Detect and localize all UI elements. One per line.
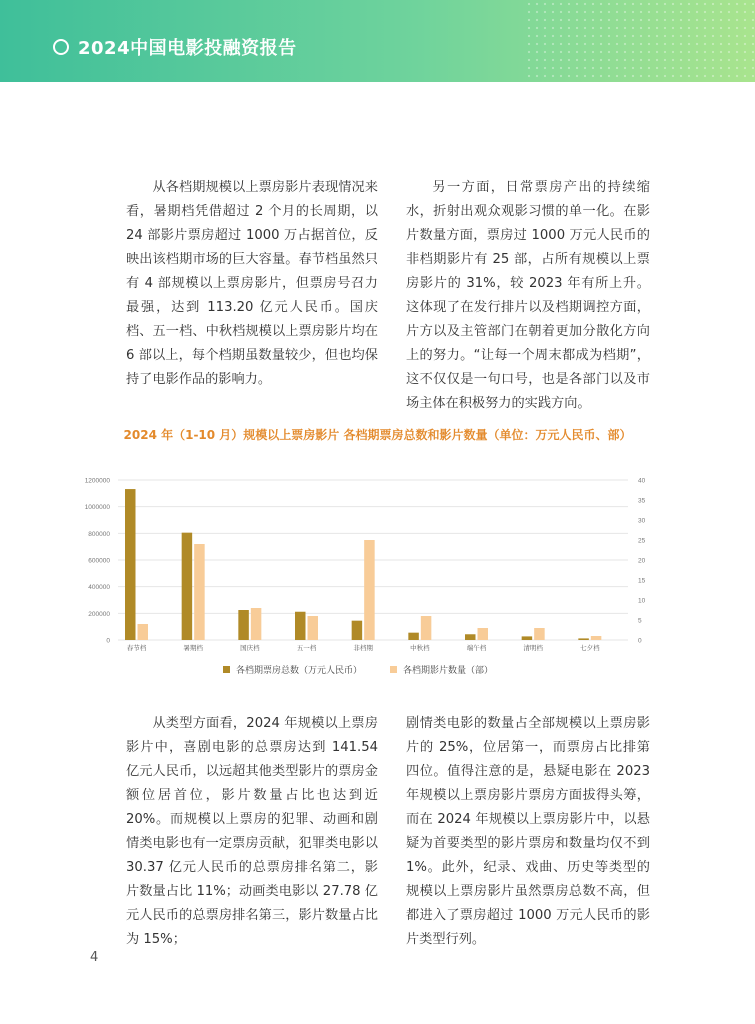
- right-axis-tick-label: 25: [638, 537, 646, 545]
- bar-box-office: [408, 633, 419, 640]
- bar-film-count: [194, 544, 205, 640]
- category-label: 七夕档: [580, 644, 600, 652]
- bar-box-office: [182, 533, 193, 640]
- category-label: 五一档: [296, 644, 317, 652]
- report-header-banner: [0, 0, 755, 82]
- legend-label-film-count: 各档期影片数量（部）: [403, 666, 494, 676]
- bar-box-office: [238, 610, 249, 640]
- category-label: 中秋档: [410, 644, 430, 652]
- category-label: 春节档: [126, 644, 147, 652]
- category-label: 国庆档: [240, 644, 260, 652]
- left-axis-tick-label: 0: [106, 637, 110, 645]
- category-label: 非档期: [353, 644, 373, 652]
- left-axis-tick-label: 600000: [88, 557, 110, 565]
- category-label: 暑期档: [183, 644, 203, 652]
- bar-box-office: [125, 489, 136, 640]
- category-label: 端午档: [466, 644, 487, 652]
- legend-label-box-office: 各档期票房总数（万元人民币）: [236, 666, 363, 676]
- right-axis-tick-label: 10: [638, 597, 646, 605]
- left-axis-tick-label: 200000: [88, 610, 110, 618]
- left-axis-tick-label: 800000: [88, 530, 110, 538]
- circle-icon: [53, 39, 69, 55]
- bar-film-count: [251, 608, 261, 640]
- page-number: 4: [90, 950, 99, 965]
- left-axis-tick-label: 400000: [88, 584, 110, 592]
- right-axis-tick-label: 40: [638, 477, 646, 485]
- right-axis-tick-label: 35: [638, 497, 646, 505]
- box-office-bar-chart: [80, 468, 670, 690]
- bar-film-count: [534, 628, 545, 640]
- header-dot-pattern: [525, 0, 755, 82]
- right-axis-tick-label: 0: [638, 637, 642, 645]
- bar-film-count: [478, 628, 489, 640]
- legend-swatch-box-office: [223, 666, 230, 673]
- bar-box-office: [522, 636, 533, 640]
- bar-film-count: [421, 616, 432, 640]
- bar-box-office: [352, 621, 363, 640]
- right-axis-tick-label: 30: [638, 517, 646, 525]
- paragraph-genre-analysis-continued: 剧情类电影的数量占全部规模以上票房影片的 25%，位居第一，而票房占比排第四位。值得注意的是，悬疑电影在 2023 年规模以上票房影片票房方面拔得头筹，而在 2024 年规模以上票房影片中，以悬疑为首要类型的影片票房和数量均仅不到 1%。此外，纪录、戏曲、历史等类型的规模以上票房影片虽然票房总数不高，但都进入了票房超过 1000 万元人民币的影片类型行列。: [406, 716, 650, 947]
- right-axis-tick-label: 5: [638, 617, 642, 625]
- right-axis-tick-label: 20: [638, 557, 646, 565]
- paragraph-schedule-performance: 从各档期规模以上票房影片表现情况来看，暑期档凭借超过 2 个月的长周期，以 24 部影片票房超过 1000 万占据首位，反映出该档期市场的巨大容量。春节档虽然只有 4 部规模以上票房影片，但票房号召力最强，达到 113.20 亿元人民币。国庆档、五一档、中秋档规模以上票房影片均在 6 部以上，每个档期虽数量较少，但也均保持了电影作品的影响力。: [126, 180, 378, 387]
- left-axis-tick-label: 1200000: [84, 477, 110, 485]
- chart-title: 2024 年（1-10 月）规模以上票房影片 各档期票房总数和影片数量（单位：万元人民币、部）: [123, 428, 632, 442]
- legend-swatch-film-count: [390, 666, 397, 673]
- paragraph-non-schedule-films: 另一方面，日常票房产出的持续缩水，折射出观众观影习惯的单一化。在影片数量方面，票房过 1000 万元人民币的非档期影片有 25 部，占所有规模以上票房影片的 31%，较 2023 年有所上升。这体现了在发行排片以及档期调控方面，片方以及主管部门在朝着更加分散化方向上的努力。“让每一个周末都成为档期”，这不仅仅是一句口号，也是各部门以及市场主体在积极努力的实践方向。: [406, 180, 650, 411]
- right-axis-tick-label: 15: [638, 577, 646, 585]
- paragraph-genre-analysis: 从类型方面看，2024 年规模以上票房影片中，喜剧电影的总票房达到 141.54 亿元人民币，以远超其他类型影片的票房金额位居首位，影片数量占比也达到近 20%。而规模以上票房的犯罪、动画和剧情类电影也有一定票房贡献，犯罪类电影以 30.37 亿元人民币的总票房排名第二，影片数量占比 11%；动画类电影以 27.78 亿元人民币的总票房排名第三，影片数量占比为 15%；: [126, 716, 378, 947]
- report-title: 2024中国电影投融资报告: [78, 38, 297, 59]
- bar-film-count: [138, 624, 149, 640]
- bar-box-office: [295, 612, 306, 640]
- bar-film-count: [591, 636, 602, 640]
- bar-film-count: [308, 616, 319, 640]
- bar-box-office: [578, 638, 589, 640]
- left-axis-tick-label: 1000000: [84, 504, 110, 512]
- bar-box-office: [465, 634, 476, 640]
- category-label: 清明档: [523, 644, 543, 652]
- bar-film-count: [364, 540, 375, 640]
